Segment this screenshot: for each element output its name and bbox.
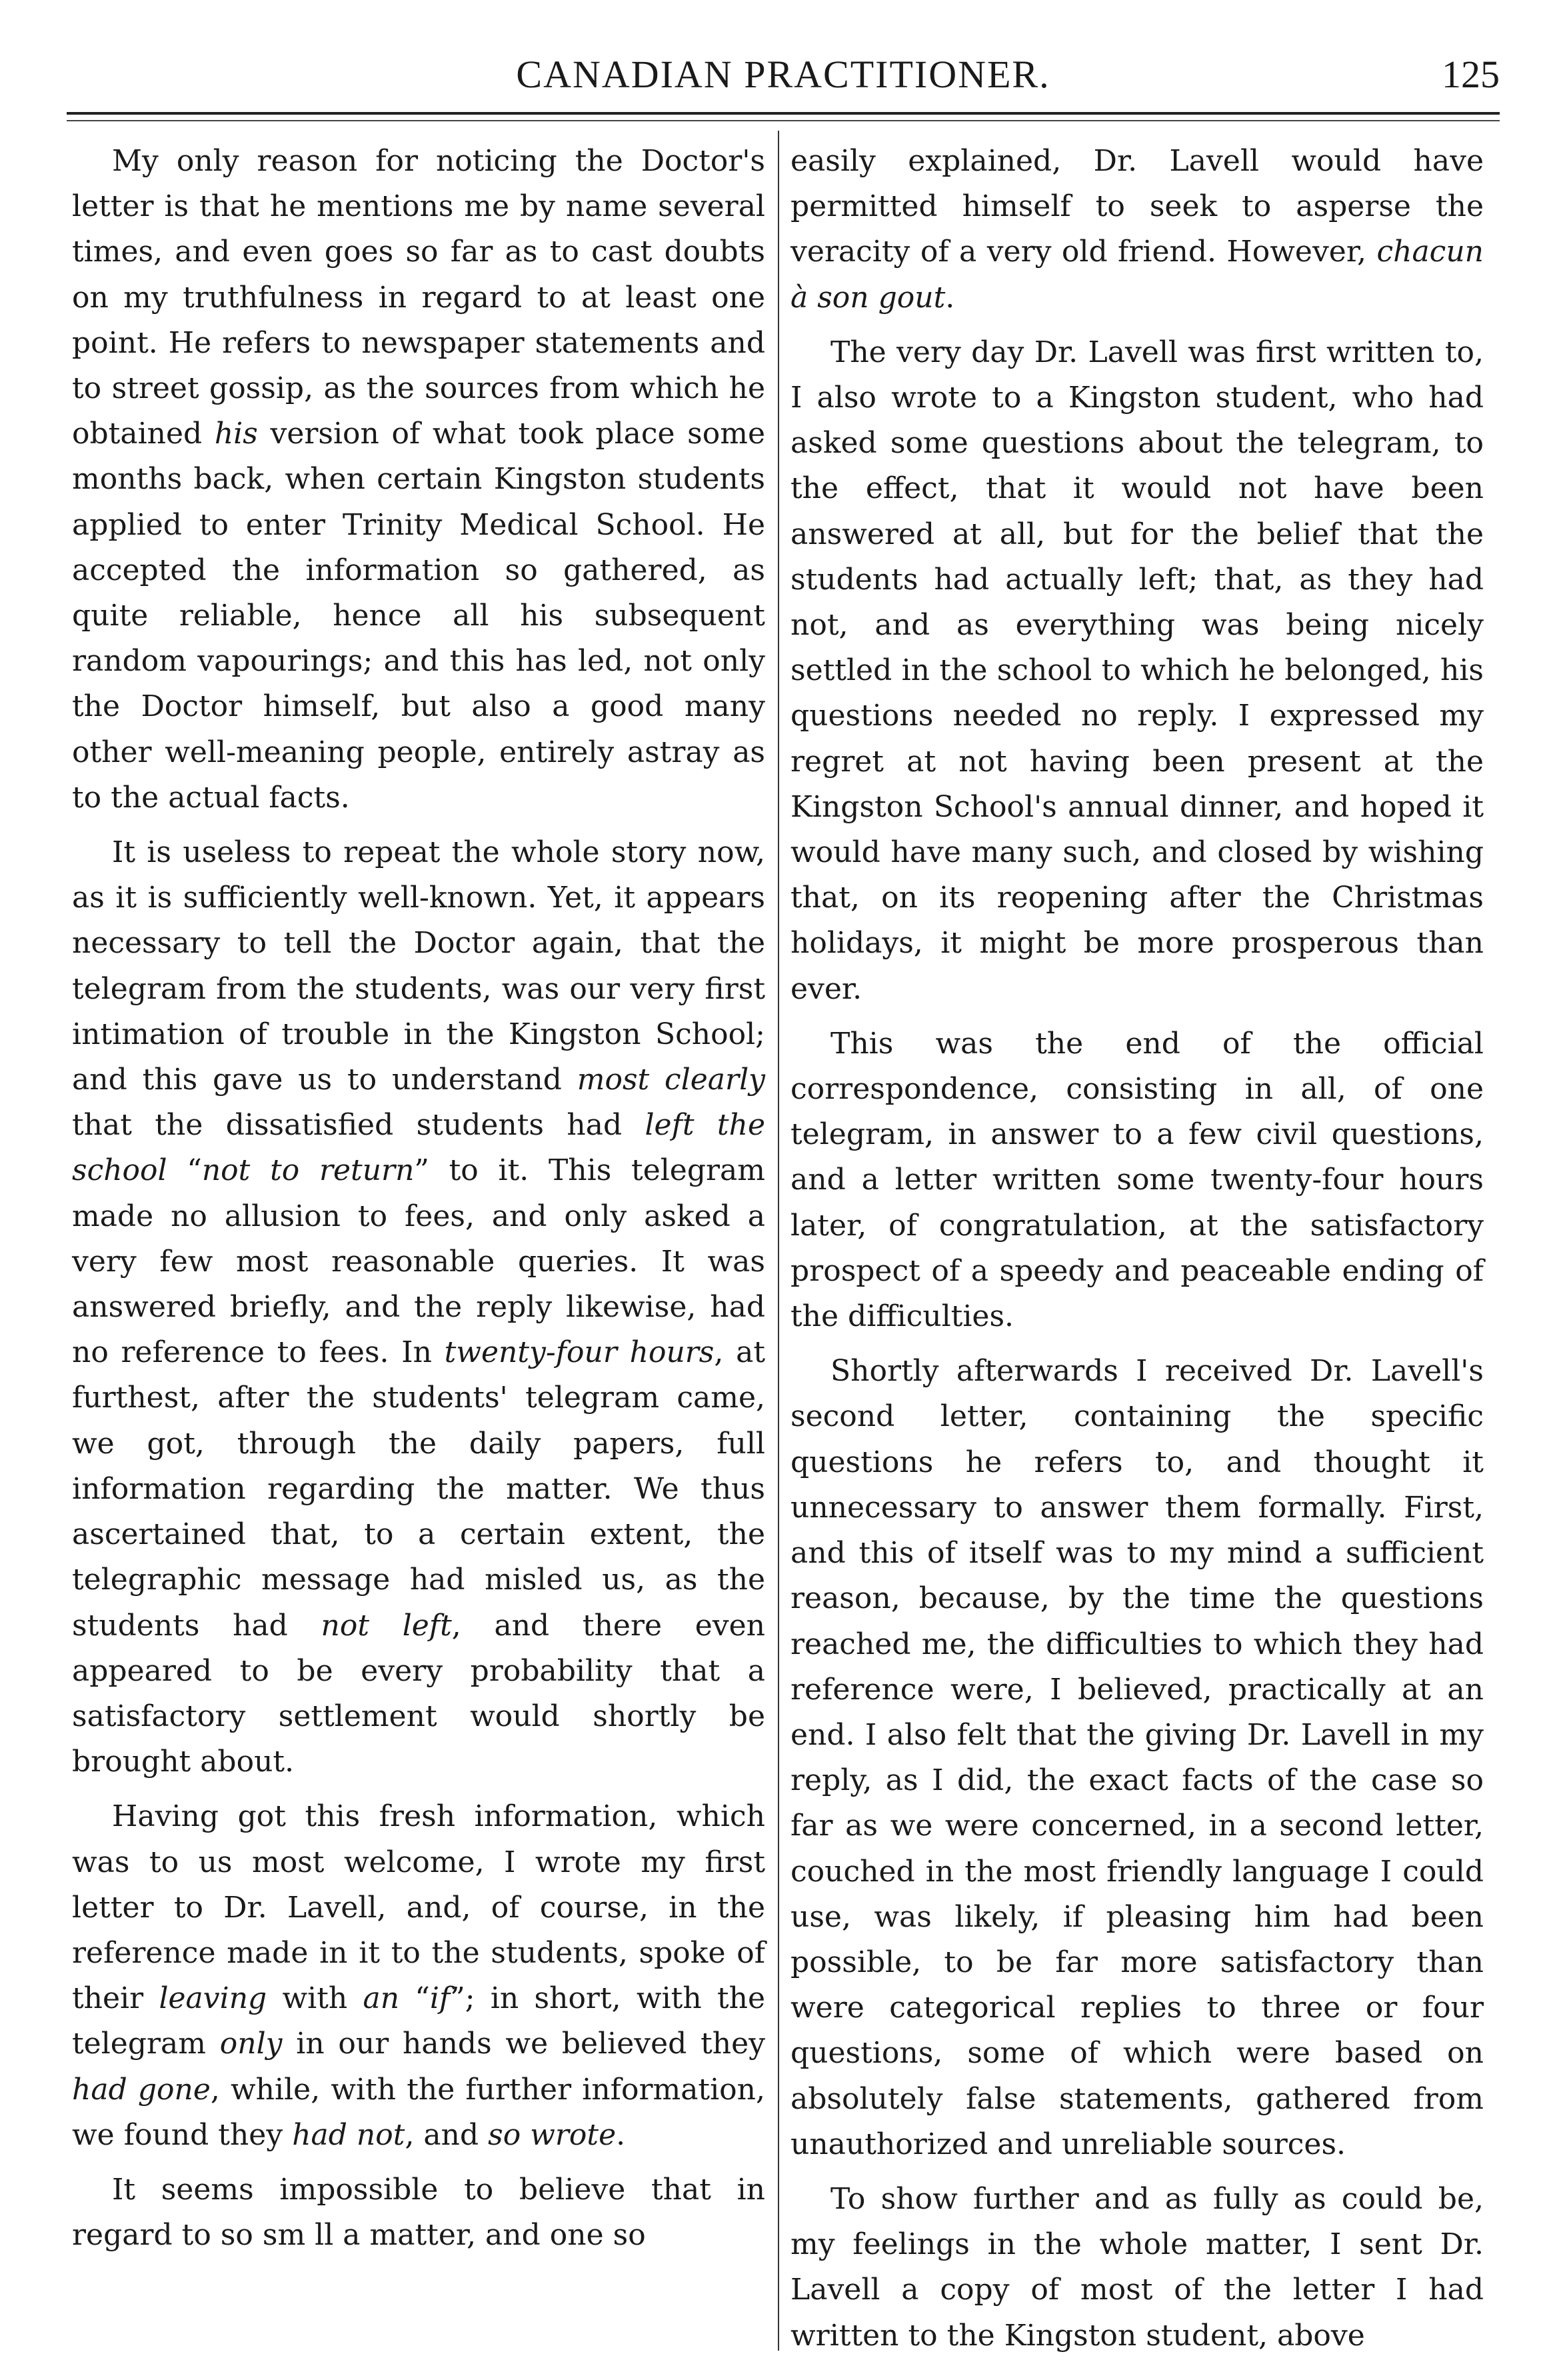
header-rule-thin: [67, 120, 1500, 121]
left-column: [72, 139, 765, 2258]
header-rule: [67, 112, 1500, 115]
italic-text: so wrote: [488, 2117, 617, 2152]
italic-text: only: [219, 2027, 283, 2061]
page-header: [67, 52, 1500, 105]
italic-text: chacun à son gout: [790, 235, 1484, 315]
paragraph: The very day Dr. Lavell was first written to, I also wrote to a Kingston student, who had asked some questions about the telegram, to the effect, that it would not have been answered at all, but for the belief that the students had actually left; that, as they had not, and as everything was being nicely settled in the school to which he belonged, his questions needed no reply. I expressed my regret at not having been present at the Kingston School's annual dinner, and hoped it would have many such, and closed by wishing that, on its reopening after the Christmas holidays, it might be more prosperous than ever.: [790, 335, 1484, 1006]
italic-text: leaving: [159, 1981, 267, 2016]
right-column: [790, 139, 1484, 2359]
page-number: 125: [1442, 53, 1500, 96]
paragraph: Having got this fresh information, which was to us most welcome, I wrote my first letter to Dr. Lavell, and, of course, in the reference made in it to the students, spoke of their leaving with an “if”; in short, with the telegram only in our hands we believed they had gone, while, with the further information, we found they had not, and so wrote.: [72, 1799, 765, 2152]
paragraph: My only reason for noticing the Doctor's letter is that he mentions me by name several times, and even goes so far as to cast doubts on my truthfulness in regard to at least one point. He refers to newspaper statements and to street gossip, as the sources from which he obtained his version of what took place some months back, when certain Kingston students applied to enter Trinity Medical School. He accepted the information so gathered, as quite reliable, hence all his subsequent random vapourings; and this has led, not only the Doctor himself, but also a good many other well-meaning people, entirely astray as to the actual facts.: [72, 144, 766, 815]
paragraph: To show further and as fully as could be, my feelings in the whole matter, I sent Dr. Lavell a copy of most of the letter I had written to the Kingston student, above: [790, 2181, 1484, 2353]
paragraph: It is useless to repeat the whole story now, as it is sufficiently well-known. Yet, it appears necessary to tell the Doctor again, that the telegram from the students, was our very first intimation of trouble in the Kingston School; and this gave us to understand most clearly that the dissatisfied students had left the school “not to return” to it. This telegram made no allusion to fees, and only asked a very few most reasonable queries. It was answered briefly, and the reply likewise, had no reference to fees. In twenty-four hours, at furthest, after the students' telegram came, we got, through the daily papers, full information regarding the matter. We thus ascertained that, to a certain extent, the telegraphic message had misled us, as the students had not left, and there even appeared to be every probability that a satisfactory settlement would shortly be brought about.: [72, 835, 766, 1779]
italic-text: an: [363, 1981, 400, 2016]
italic-text: had not: [292, 2117, 405, 2152]
paragraph: Shortly afterwards I received Dr. Lavell's second letter, containing the specific questions he refers to, and thought it unnecessary to answer them formally. First, and this of itself was to my mind a sufficient reason, because, by the time the questions reached me, the difficulties to which they had reference were, I believed, practically at an end. I also felt that the giving Dr. Lavell in my reply, as I did, the exact facts of the case so far as we were concerned, in a second letter, couched in the most friendly language I could use, was likely, if pleasing him had been possible, to be far more satisfactory than were categorical replies to three or four questions, some of which were based on absolutely false statements, gathered from unauthorized and unreliable sources.: [790, 1354, 1484, 2161]
italic-text: most clearly: [577, 1063, 765, 1097]
paragraph: This was the end of the official correspondence, consisting in all, of one telegram, in answer to a few civil questions, and a letter written some twenty-four hours later, of congratulation, at the satisfactory prospect of a speedy and peaceable ending of the difficulties.: [790, 1026, 1484, 1334]
paragraph: It seems impossible to believe that in regard to so sm ll a matter, and one so: [72, 2172, 765, 2253]
italic-text: had gone: [72, 2072, 211, 2107]
italic-text: his: [214, 417, 258, 451]
italic-text: not to return: [201, 1153, 415, 1188]
running-title: CANADIAN PRACTITIONER.: [516, 53, 1050, 96]
column-divider: [778, 131, 779, 2351]
italic-text: left the school: [72, 1108, 765, 1188]
italic-text: if: [429, 1981, 451, 2016]
italic-text: not left: [321, 1608, 452, 1643]
paragraph: easily explained, Dr. Lavell would have permitted himself to seek to asperse the veracity of a very old friend. However, chacun à son gout.: [790, 144, 1484, 315]
italic-text: twenty-four hours: [444, 1335, 715, 1370]
